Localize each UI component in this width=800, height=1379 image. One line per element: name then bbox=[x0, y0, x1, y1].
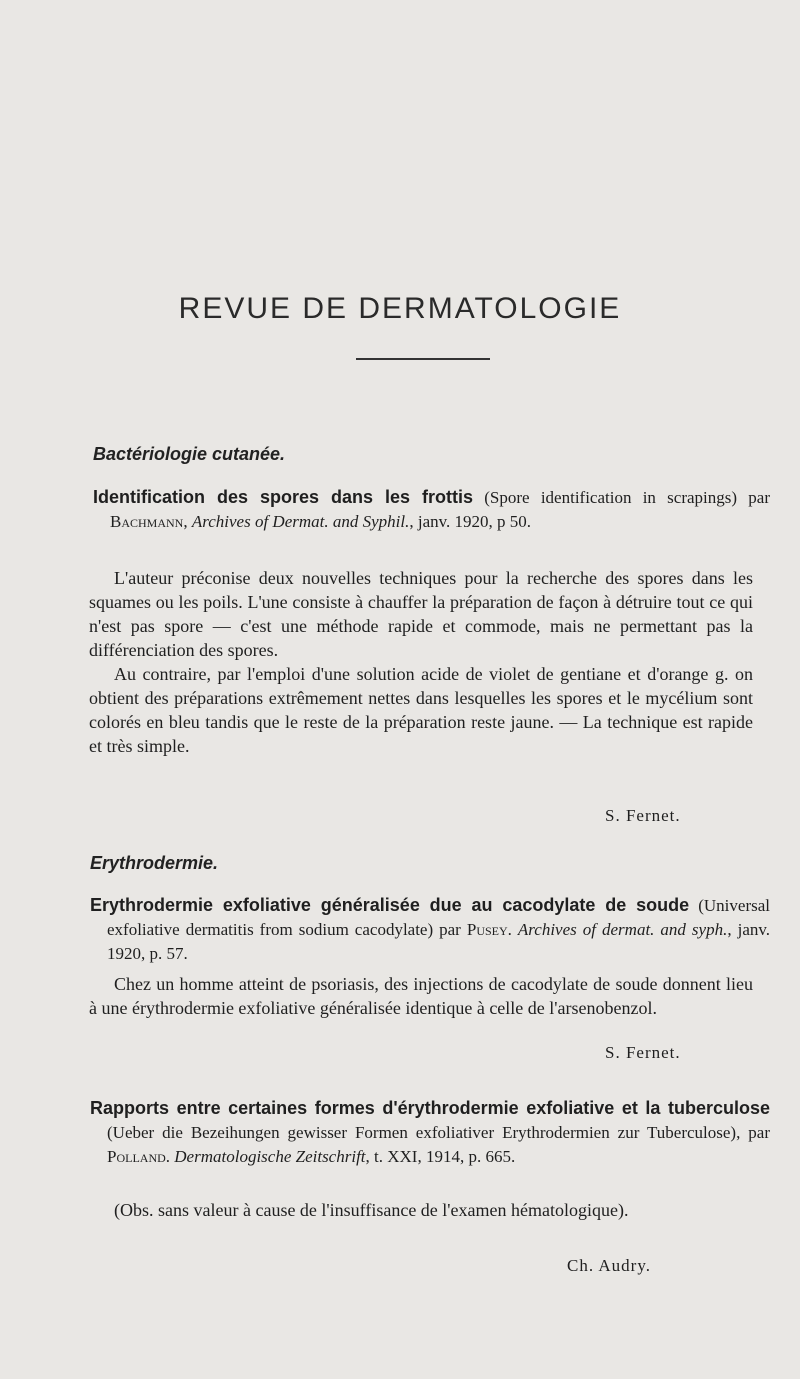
entry-abstract bbox=[89, 1198, 753, 1222]
section-heading-erythrodermie: Erythrodermie. bbox=[90, 853, 219, 873]
entry-abstract bbox=[89, 566, 753, 758]
entry-author: Pusey bbox=[466, 920, 508, 939]
entry-signature: S. Fernet. bbox=[605, 806, 681, 825]
entry-citation: , janv. 1920, p. 57. bbox=[107, 920, 771, 963]
entry-author: Polland bbox=[107, 1147, 166, 1166]
abstract-paragraph: L'auteur préconise deux nouvelles techniques pour la recherche des spores dans les squames ou les poils. L'une consiste à chauffer la préparation de façon à détruire tout ce qui n'est pas spore — c'est une méthode rapide et commode, mais ne permettant pas la différenciation des spores. bbox=[89, 568, 753, 660]
entry-signature: S. Fernet. bbox=[605, 1043, 681, 1062]
entry-journal: Archives of dermat. and syph. bbox=[517, 920, 728, 939]
entry-title-rest: (Universal exfoliative dermatitis from sodium cacodylate) par bbox=[107, 896, 770, 939]
abstract-paragraph: Au contraire, par l'emploi d'une solution acide de violet de gentiane et d'orange g. on obtient des préparations extrêmement nettes dans lesquelles les spores et le mycélium sont colorés en bleu tandis que le reste de la préparation reste jaune. — La technique est rapide et très simple. bbox=[89, 664, 753, 756]
section-heading-bacteriologie: Bactériologie cutanée. bbox=[93, 444, 286, 464]
entry-title-bold: Erythrodermie exfoliative généralisée due au cacodylate de soude bbox=[90, 895, 690, 915]
entry-title-rest: (Ueber die Bezeihungen gewisser Formen exfoliativer Erythrodermien zur Tuberculose), par bbox=[107, 1123, 770, 1142]
entry-separator: , bbox=[183, 512, 192, 531]
entry-author: Bachmann bbox=[110, 512, 184, 531]
title-divider bbox=[356, 358, 490, 360]
entry-title-cacodylate bbox=[90, 893, 770, 966]
abstract-paragraph: Chez un homme atteint de psoriasis, des injections de cacodylate de soude donnent lieu à une érythrodermie exfoliative généralisée identique à celle de l'arsenobenzol. bbox=[89, 974, 753, 1018]
entry-citation: , t. XXI, 1914, p. 665. bbox=[365, 1147, 516, 1166]
entry-journal: Dermatologische Zeitschrift bbox=[174, 1147, 366, 1166]
entry-title-bold: Rapports entre certaines formes d'érythrodermie exfoliative et la tuberculose bbox=[90, 1098, 770, 1118]
entry-separator: . bbox=[165, 1147, 175, 1166]
entry-citation: , janv. 1920, p 50. bbox=[409, 512, 532, 531]
journal-title: REVUE DE DERMATOLOGIE bbox=[178, 292, 622, 325]
entry-separator: . bbox=[507, 920, 518, 939]
entry-title-tuberculose bbox=[90, 1096, 770, 1169]
entry-title-bold: Identification des spores dans les frottis bbox=[93, 487, 474, 507]
entry-journal: Archives of Dermat. and Syphil. bbox=[191, 512, 410, 531]
entry-title-rest: (Spore identification in scrapings) par bbox=[473, 488, 770, 507]
entry-abstract bbox=[89, 972, 753, 1020]
entry-signature: Ch. Audry. bbox=[567, 1256, 651, 1275]
abstract-paragraph: (Obs. sans valeur à cause de l'insuffisance de l'examen hématologique). bbox=[114, 1200, 629, 1220]
entry-title-spores bbox=[93, 485, 770, 534]
